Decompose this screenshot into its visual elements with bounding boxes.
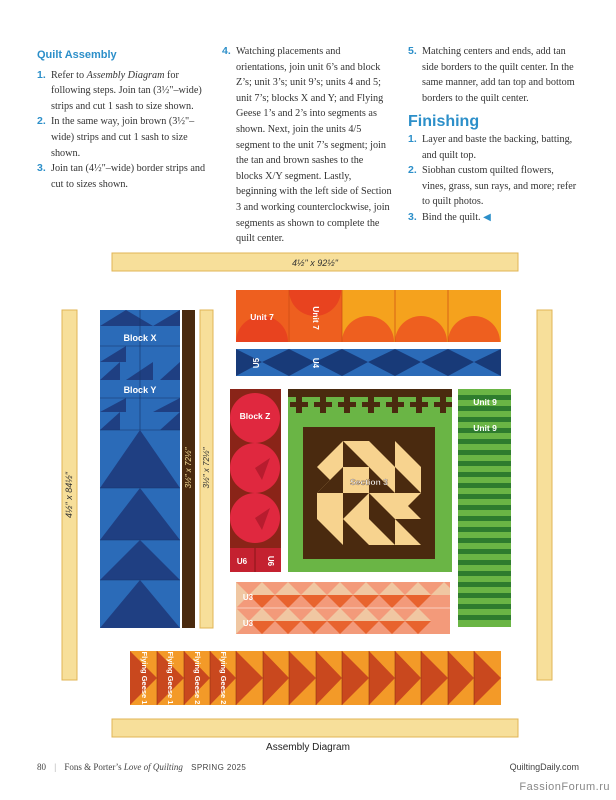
assembly-step-3: 3. Join tan (4½"–wide) border strips and cut to sizes shown. <box>37 162 206 190</box>
publication-name-italic: Love of Quilting <box>123 762 183 772</box>
brown-sash <box>182 310 195 628</box>
finishing-heading: Finishing <box>408 113 480 131</box>
fg1-label-b: Flying Geese 1 <box>166 651 175 705</box>
left-border <box>62 310 77 680</box>
finishing-step-1: 1. Layer and baste the backing, batting, and quilt top. <box>408 132 573 161</box>
assembly-step-4: 4. Watching placements and orientations, join unit 6’s and block Z’s; unit 3’s; unit 9’s; units 4 and 5; unit 7’s; blocks X and Y; and Flying Geese 1’s and 2’s into segments as shown. Next, join the units 4/5 segment to the unit 7’s segment; join the tan and brown sashes to the blocks X/Y segment. Lastly, beginning with the left side of Section 3 and working counterclockwise, join segments as shown to complete the quilt center. <box>222 45 392 245</box>
block-z-label: Block Z <box>239 411 271 421</box>
publication-name: Fons & Porter’s <box>64 762 124 772</box>
assembly-step-5: 5. Matching centers and ends, add tan side borders to the quilt center. In the same manner, add tan top and bottom borders to the quilt center. <box>408 45 575 104</box>
finishing-step-2: 2. Siobhan custom quilted flowers, vines, grass, sun rays, and more; refer to quilt photos. <box>408 164 577 208</box>
footer-divider: | <box>54 762 57 772</box>
section-3 <box>288 389 452 572</box>
tan-sash-label: 3½" x 72½" <box>202 447 211 489</box>
end-mark-icon: ◀ <box>483 211 491 223</box>
site-url[interactable]: QuiltingDaily.com <box>509 762 579 772</box>
block-y-label: Block Y <box>123 385 157 395</box>
page-number: 80 <box>37 762 46 772</box>
u4-u5-strip <box>236 349 501 376</box>
section3-label: Section 3 <box>350 477 388 487</box>
diagram-caption: Assembly Diagram <box>266 742 350 753</box>
u4-label: U4 <box>311 357 320 369</box>
top-border-label: 4½" x 92½" <box>292 258 338 268</box>
u3-label-b: U3 <box>242 619 254 628</box>
unit9-label-a: Unit 9 <box>473 397 497 407</box>
u6-label-b: U6 <box>266 555 275 567</box>
right-border <box>537 310 552 680</box>
assembly-step-2: 2. In the same way, join brown (3½"–wide) strips and cut 1 sash to size shown. <box>37 115 195 159</box>
watermark: FassionForum.ru <box>519 781 610 793</box>
u3-label-a: U3 <box>242 593 254 602</box>
unit9-label-b: Unit 9 <box>473 423 497 433</box>
unit9-column <box>458 389 511 627</box>
brown-sash-label: 3½" x 72½" <box>184 447 193 489</box>
unit7-label-a: Unit 7 <box>250 312 274 322</box>
blocks-xy-column <box>100 310 180 628</box>
assembly-heading: Quilt Assembly <box>37 49 117 61</box>
top-border <box>112 253 518 271</box>
bottom-border <box>112 719 518 737</box>
fg1-label-a: Flying Geese 1 <box>140 651 149 705</box>
assembly-step-1: 1. Refer to Assembly Diagram for following steps. Join tan (3½"–wide) strips and cut 1 sash to size shown. <box>37 68 202 112</box>
left-border-label: 4½" x 84½" <box>64 472 74 518</box>
u3-strip <box>236 582 450 634</box>
unit7-label-b: Unit 7 <box>311 306 321 330</box>
flying-geese-row <box>130 651 501 705</box>
u5-label: U5 <box>252 357 261 369</box>
u6-label-a: U6 <box>236 557 248 566</box>
page-footer <box>37 762 246 772</box>
block-x-label: Block X <box>123 333 157 343</box>
fg2-label-a: Flying Geese 2 <box>193 651 202 705</box>
fg2-label-b: Flying Geese 2 <box>219 651 228 705</box>
tan-sash <box>200 310 213 628</box>
block-z-column <box>230 389 281 572</box>
issue-label: SPRING 2025 <box>191 763 247 772</box>
finishing-step-3: 3. Bind the quilt. ◀ <box>408 210 491 223</box>
